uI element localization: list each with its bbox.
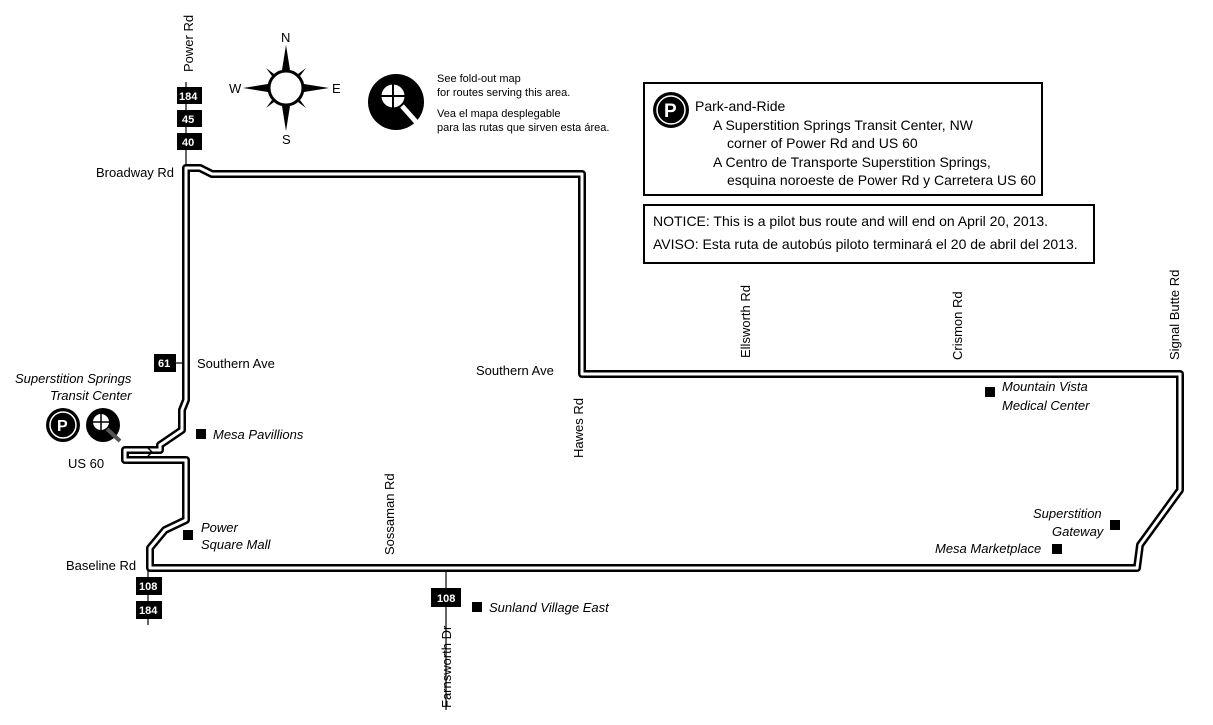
street-crismon: Crismon Rd (950, 291, 965, 360)
landmark-mesa-marketplace (935, 541, 1062, 556)
compass-icon (229, 30, 341, 147)
compass-e: E (332, 81, 341, 96)
notice-en: NOTICE: This is a pilot bus route and will end on April 20, 2013. (653, 213, 1049, 229)
notice-es: AVISO: Esta ruta de autobús piloto terminará el 20 de abril del 2013. (653, 236, 1078, 252)
landmark-square-icon (985, 387, 995, 397)
street-signal-butte: Signal Butte Rd (1167, 269, 1182, 360)
landmark-square-icon (1052, 544, 1062, 554)
landmark-power-square (183, 520, 271, 552)
street-baseline: Baseline Rd (66, 558, 137, 573)
svg-text:P: P (664, 101, 677, 122)
magnifier-map-icon (368, 74, 424, 130)
park-and-ride-icon (46, 408, 80, 442)
park-and-ride-line-1: A Superstition Springs Transit Center, NW (713, 117, 973, 133)
badge-baseline-1: 108 (139, 581, 158, 593)
landmark-mesa-pavillions (196, 427, 304, 442)
street-hawes: Hawes Rd (571, 398, 586, 458)
landmark-mountain-vista (985, 379, 1090, 413)
compass-w: W (229, 81, 242, 96)
street-power: Power Rd (181, 14, 196, 72)
compass-s: S (282, 132, 291, 147)
badge-power-3: 40 (182, 137, 195, 149)
park-and-ride-line-2: corner of Power Rd and US 60 (727, 135, 918, 151)
foldout-note-1: See fold-out map (437, 73, 521, 85)
compass-n: N (281, 30, 291, 45)
landmark-square-icon (196, 429, 206, 439)
landmark-square-icon (183, 530, 193, 540)
landmark-mountain-vista-label-2: Medical Center (1002, 398, 1090, 413)
route-badge-southern (154, 354, 176, 372)
street-southern-west: Southern Ave (197, 356, 275, 371)
street-farnsworth: Farnsworth Dr (439, 625, 454, 708)
badge-baseline-2: 184 (139, 605, 158, 617)
route-badges-power (177, 87, 202, 150)
landmark-sunland (472, 600, 610, 615)
notice-box (643, 204, 1095, 264)
street-us60: US 60 (68, 456, 105, 471)
park-and-ride-line-4: esquina noroeste de Power Rd y Carretera US 60 (727, 172, 1036, 188)
foldout-note-3: Vea el mapa desplegable (437, 108, 561, 120)
street-sossaman: Sossaman Rd (382, 473, 397, 555)
street-southern-east: Southern Ave (476, 363, 554, 378)
landmark-square-icon (472, 602, 482, 612)
landmark-power-square-label-2: Square Mall (201, 537, 271, 552)
park-and-ride-legend (643, 82, 1043, 196)
svg-text:P: P (57, 418, 68, 435)
foldout-note-2: for routes serving this area. (437, 87, 571, 99)
landmark-superstition-gateway (1033, 506, 1120, 539)
street-ellsworth: Ellsworth Rd (738, 285, 753, 358)
transit-center-name-1: Superstition Springs (15, 371, 132, 386)
landmark-square-icon (1110, 520, 1120, 530)
landmark-mesa-marketplace-label: Mesa Marketplace (935, 541, 1042, 556)
foldout-note-4: para las rutas que sirven esta área. (437, 122, 610, 134)
transit-center-name-2: Transit Center (50, 388, 132, 403)
route-badge-farnsworth (431, 588, 461, 607)
badge-power-1: 184 (179, 91, 198, 103)
landmark-mountain-vista-label-1: Mountain Vista (1002, 379, 1088, 394)
route-badges-baseline (136, 577, 162, 619)
landmark-power-square-label-1: Power (201, 520, 238, 535)
magnifier-map-icon-small (86, 408, 120, 442)
park-and-ride-icon (653, 92, 689, 128)
landmark-mesa-pavillions-label: Mesa Pavillions (213, 427, 304, 442)
landmark-superstition-gateway-label-2: Gateway (1052, 524, 1104, 539)
park-and-ride-title: Park-and-Ride (695, 98, 786, 114)
badge-southern: 61 (158, 358, 171, 370)
landmark-sunland-label: Sunland Village East (489, 600, 609, 615)
badge-farnsworth: 108 (437, 593, 456, 605)
landmark-superstition-gateway-label-1: Superstition (1033, 506, 1102, 521)
park-and-ride-line-3: A Centro de Transporte Superstition Springs, (713, 154, 991, 170)
badge-power-2: 45 (182, 114, 195, 126)
street-broadway: Broadway Rd (96, 165, 175, 180)
